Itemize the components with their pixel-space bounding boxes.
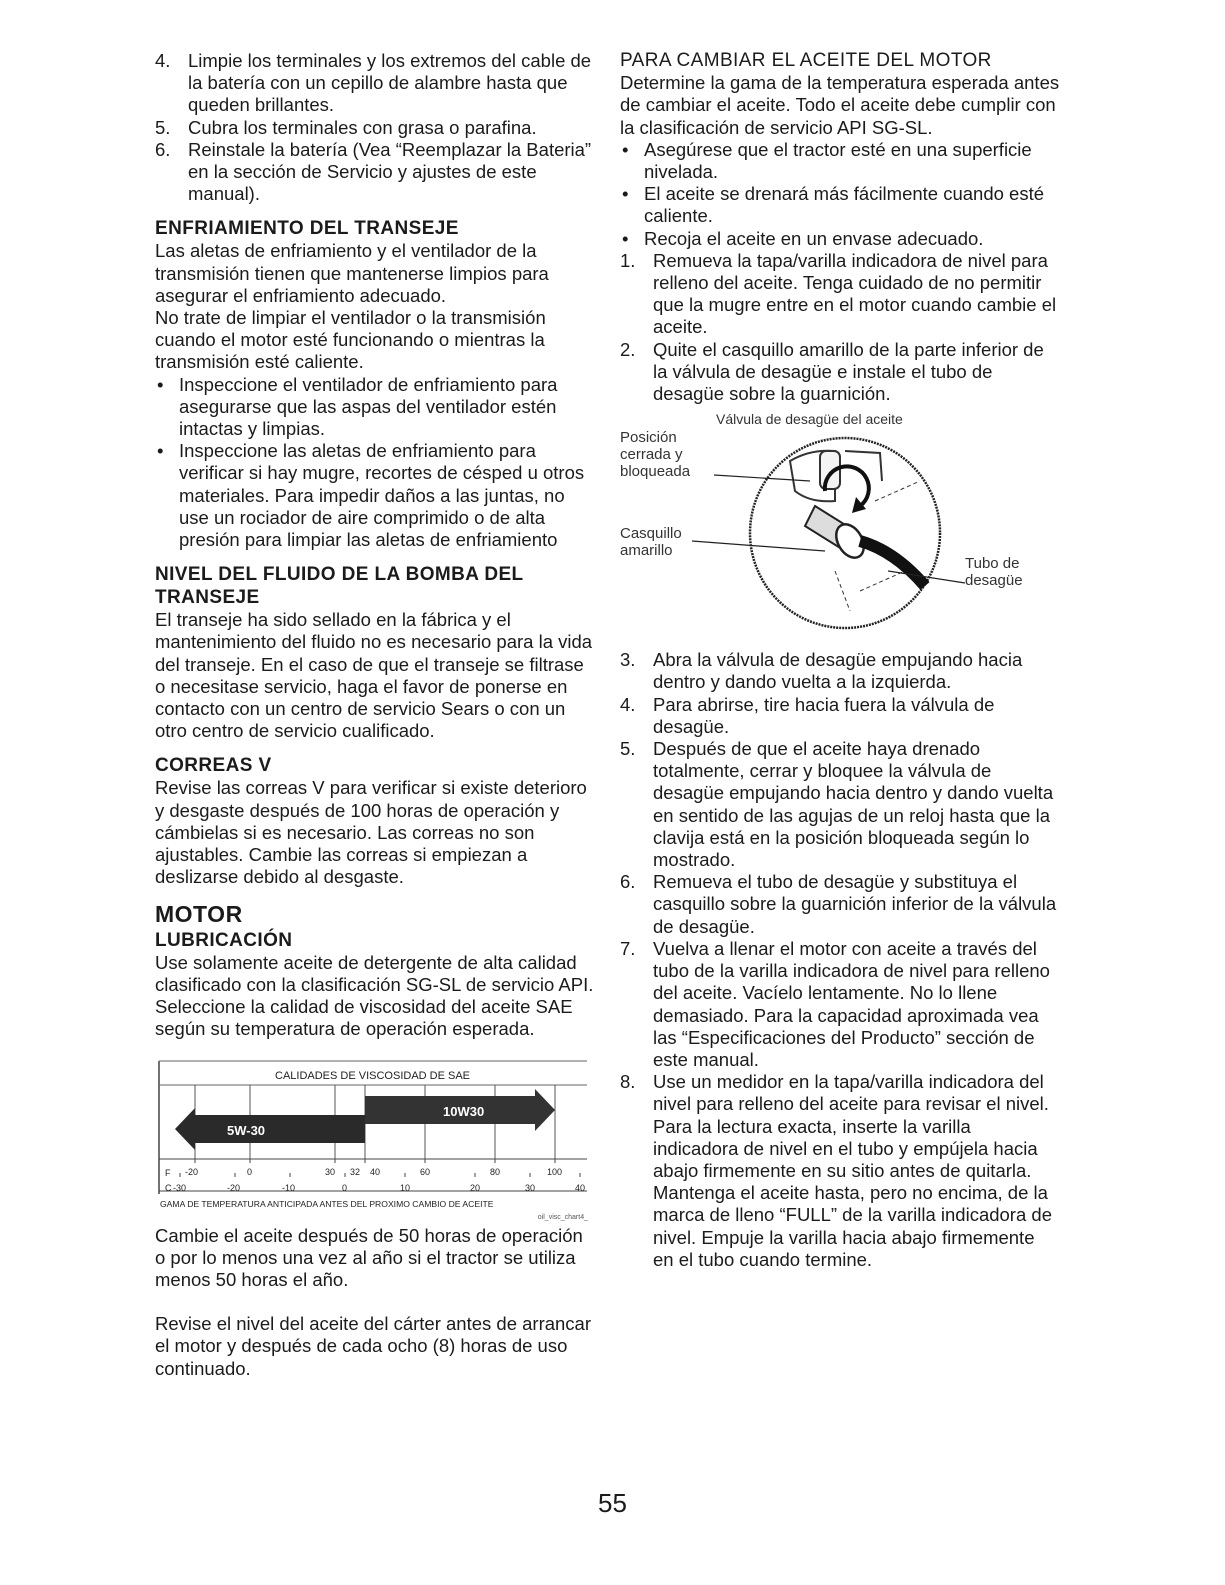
viscosity-chart [155,1059,590,1219]
list-item: 4. Para abrirse, tire hacia fuera la válvula de desagüe. [620,693,995,737]
c-tick: 20 [470,1182,481,1193]
bullet-icon: • [157,373,164,395]
paragraph: Revise el nivel del aceite del cárter antes de arrancar el motor y después de cada ocho (8) horas de uso continuado. [155,1313,592,1379]
bullet-icon: • [622,138,629,160]
paragraph: Determine la gama de la temperatura esperada antes de cambiar el aceite. Todo el aceite debe cumplir con la clasificación de servicio API SG-SL. [620,72,1060,138]
list-item: 2. Quite el casquillo amarillo de la parte inferior de la válvula de desagüe e instale el tubo de desagüe sobre la guarnición. [620,338,1044,405]
diagram-title: Válvula de desagüe del aceite [716,411,903,428]
paragraph: Use solamente aceite de detergente de alta calidad clasificado con la clasificación SG-SL de servicio API. Seleccione la calidad de viscosidad del aceite SAE según su temperatura de operación esperada. [155,951,594,1040]
label-10w30: 10W30 [443,1103,485,1119]
list-item: 4. Limpie los terminales y los extremos del cable de la batería con un cepillo de alambre hasta que queden brillantes. [155,50,592,116]
chart-file-id: oil_visc_chart4_ [537,1213,588,1221]
f-tick: 32 [350,1166,361,1177]
c-tick: 30 [525,1182,536,1193]
heading-motor: MOTOR [155,900,243,927]
bullet-icon: • [622,183,629,205]
paragraph: Las aletas de enfriamiento y el ventilador de la transmisión tienen que mantenerse limpios para asegurar el enfriamiento adecuado. [155,240,549,306]
list-item: • Inspeccione el ventilador de enfriamiento para asegurarse que las aspas del ventilador estén intactas y limpias. [157,373,558,440]
band-5w30 [175,1108,365,1150]
f-tick: 100 [547,1166,563,1177]
f-tick: 40 [370,1166,381,1177]
chart-caption: GAMA DE TEMPERATURA ANTICIPADA ANTES DEL PROXIMO CAMBIO DE ACEITE [160,1198,494,1209]
c-tick: -10 [282,1182,296,1193]
paragraph: Revise las correas V para verificar si existe deterioro y desgaste después de 100 horas de operación y cámbielas si es necesario. Las correas no son ajustables. Cambie las correas si empiezan a deslizarse debido al desgaste. [155,777,587,888]
oil-steps-b [620,649,1060,1271]
label-posicion: Posición cerrada y bloqueada [620,429,691,481]
list-item: • Recoja el aceite en un envase adecuado. [622,227,984,249]
f-unit: F [165,1167,171,1178]
left-column [155,50,595,1380]
list-item: • Asegúrese que el tractor esté en una superficie nivelada. [622,138,1032,183]
c-tick: 40 [575,1182,586,1193]
c-unit: C [165,1182,172,1193]
list-item: 6. Reinstale la batería (Vea “Reemplazar la Bateria” en la sección de Servicio y ajustes de este manual). [155,138,592,205]
list-item: 7. Vuelva a llenar el motor con aceite a través del tubo de la varilla indicadora de nivel para relleno del aceite. Vacíelo lentamente. No lo llene demasiado. Para la capacidad aproximada vea las “Especificaciones del Producto” sección de este manual. [620,937,1050,1070]
heading-correas: CORREAS V [155,755,272,777]
label-5w30: 5W-30 [227,1122,266,1138]
list-item: 8. Use un medidor en la tapa/varilla indicadora del nivel para relleno del aceite para revisar el nivel. Para la lectura exacta, inserte la varilla indicadora de nivel en el tubo y empújela hacia abajo firmemente en su sitio antes de quitarla. Mantenga el aceite hasta, pero no encima, de la marca de lleno “FULL” de la varilla indicadora de nivel. Empuje la varilla hacia abajo firmemente en el tubo cuando termine. [620,1071,1052,1270]
paragraph: El transeje ha sido sellado en la fábrica y el mantenimiento del fluido no es necesario para la vida del transeje. En el caso de que el transeje se filtrase o necesitase servicio, haga el favor de ponerse en contacto con un centro de servicio Sears o con un otro centro de servicio cualificado. [155,609,593,742]
f-tick: 0 [247,1166,253,1177]
battery-steps [155,50,595,205]
heading-enfriamiento: ENFRIAMIENTO DEL TRANSEJE [155,218,459,240]
heading-lubricacion: LUBRICACIÓN [155,929,293,951]
chart-title: CALIDADES DE VISCOSIDAD DE SAE [275,1069,470,1082]
f-tick: 60 [420,1166,431,1177]
right-column [620,50,1060,1271]
oil-bullets [620,139,1060,250]
paragraph: Cambie el aceite después de 50 horas de operación o por lo menos una vez al año si el tractor se utiliza menos 50 horas el año. [155,1224,583,1290]
page-number: 55 [598,1488,627,1518]
heading-nivel: NIVEL DEL FLUIDO DE LA BOMBA DEL TRANSEJE [155,564,524,609]
label-tubo: Tubo de desagüe [965,555,1023,590]
cooling-bullets [155,374,595,552]
list-item: 5. Cubra los terminales con grasa o parafina. [155,116,537,138]
c-tick: -20 [227,1182,241,1193]
label-casquillo: Casquillo amarillo [620,525,682,560]
bullet-icon: • [157,440,164,462]
list-item: 3. Abra la válvula de desagüe empujando hacia dentro y dando vuelta a la izquierda. [620,649,1023,693]
heading-cambiar-aceite: PARA CAMBIAR EL ACEITE DEL MOTOR [620,50,992,71]
paragraph: No trate de limpiar el ventilador o la transmisión cuando el motor esté funcionando o mientras la transmisión esté caliente. [155,307,546,373]
f-tick: -20 [185,1166,199,1177]
list-item: • Inspeccione las aletas de enfriamiento para verificar si hay mugre, recortes de césped u otros materiales. Para impedir daños a las juntas, no use un rociador de aire comprimido o de alta presión para limpiar las aletas de enfriamiento [157,440,585,551]
c-tick: 0 [342,1182,348,1193]
c-tick: 10 [400,1182,411,1193]
oil-steps-a [620,250,1060,405]
f-tick: 30 [325,1166,336,1177]
list-item: 1. Remueva la tapa/varilla indicadora de nivel para relleno del aceite. Tenga cuidado de no permitir que la mugre entre en el motor cuando cambie el aceite. [620,249,1057,338]
list-item: 5. Después de que el aceite haya drenado totalmente, cerrar y bloquee la válvula de desagüe empujando hacia dentro y dando vuelta en sentido de las agujas de un reloj hasta que la clavija está en la posición bloqueada según lo mostrado. [620,738,1054,871]
c-tick: -30 [173,1182,187,1193]
f-tick: 80 [490,1166,501,1177]
drain-valve-diagram [620,411,1060,649]
list-item: 6. Remueva el tubo de desagüe y substituya el casquillo sobre la guarnición inferior de la válvula de desagüe. [620,871,1057,937]
list-item: • El aceite se drenará más fácilmente cuando esté caliente. [622,183,1045,227]
bullet-icon: • [622,227,629,249]
